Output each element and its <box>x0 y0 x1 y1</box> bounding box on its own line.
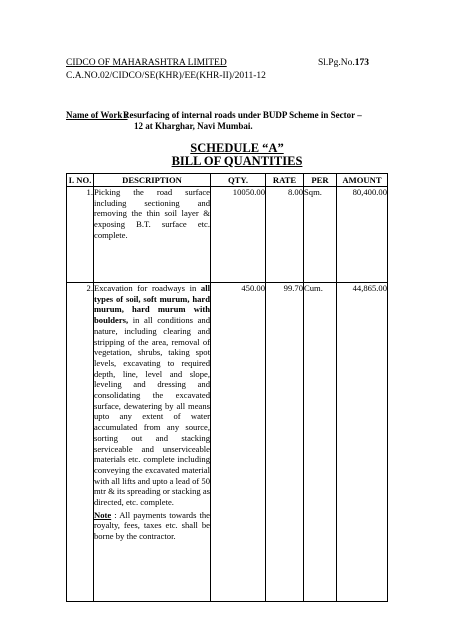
table-row <box>67 283 388 602</box>
page-number <box>318 57 369 70</box>
contract-number: C.A.NO.02/CIDCO/SE(KHR)/EE(KHR-II)/2011-12 <box>66 71 266 81</box>
item-description: Picking the road surface including sectioning and removing the thin soil layer & exposing B.T. surface etc. complete. <box>94 187 211 283</box>
item-note: Note : All payments towards the royalty, fees, taxes etc. shall be borne by the contractor. <box>94 509 210 542</box>
item-rate: 8.00 <box>266 187 304 283</box>
table-row <box>67 187 388 283</box>
column-header-item-no: I. NO. <box>67 174 94 187</box>
column-header-qty: QTY. <box>211 174 266 187</box>
table-header-row <box>67 174 388 187</box>
bill-of-quantities-table <box>66 173 388 602</box>
item-amount: 44,865.00 <box>337 283 388 602</box>
organization-name: CIDCO OF MAHARASHTRA LIMITED <box>66 58 227 68</box>
boq-title: BILL OF QUANTITIES <box>171 154 303 168</box>
item-unit: Sqm. <box>304 187 337 283</box>
work-name-line-1: Resurfacing of internal roads under BUDP Scheme in Sector – <box>123 110 362 120</box>
schedule-title: SCHEDULE “A” <box>190 141 284 155</box>
column-header-rate: RATE <box>266 174 304 187</box>
page-value: 173 <box>354 58 369 68</box>
item-unit: Cum. <box>304 283 337 602</box>
column-header-amount: AMOUNT <box>337 174 388 187</box>
soil-types-emphasis: all types of soil, soft murum, hard murum, hard murum with boulders, <box>94 283 210 326</box>
item-qty: 10050.00 <box>211 187 266 283</box>
item-number: 2. <box>67 283 94 602</box>
column-header-per: PER <box>304 174 337 187</box>
item-number: 1. <box>67 187 94 283</box>
work-label: Name of Work : <box>66 110 128 120</box>
column-header-description: DESCRIPTION <box>94 174 211 187</box>
item-description: Excavation for roadways in all types of soil, soft murum, hard murum, hard murum with boulders, in all conditions and nature, including clearing and stripping of the area, removal of vegetation, shrubs, taking spot levels, excavating to required depth, line, level and slope, leveling and dressing and consolidating the excavated surface, dewatering by all means upto any extent of water accumulated from any source, sorting out and stacking serviceable and unserviceable materials etc. complete including conveying the excavated material with all lifts and upto a lead of 50 mtr & its spreading or stacking as directed, etc. complete. Note : All payments towards the royalty, fees, taxes etc. shall be borne by the contractor. <box>94 283 211 602</box>
work-name-line-2: 12 at Kharghar, Navi Mumbai. <box>134 121 253 131</box>
item-qty: 450.00 <box>211 283 266 602</box>
page-label: Sl.Pg.No. <box>318 58 355 68</box>
item-rate: 99.70 <box>266 283 304 602</box>
item-amount: 80,400.00 <box>337 187 388 283</box>
